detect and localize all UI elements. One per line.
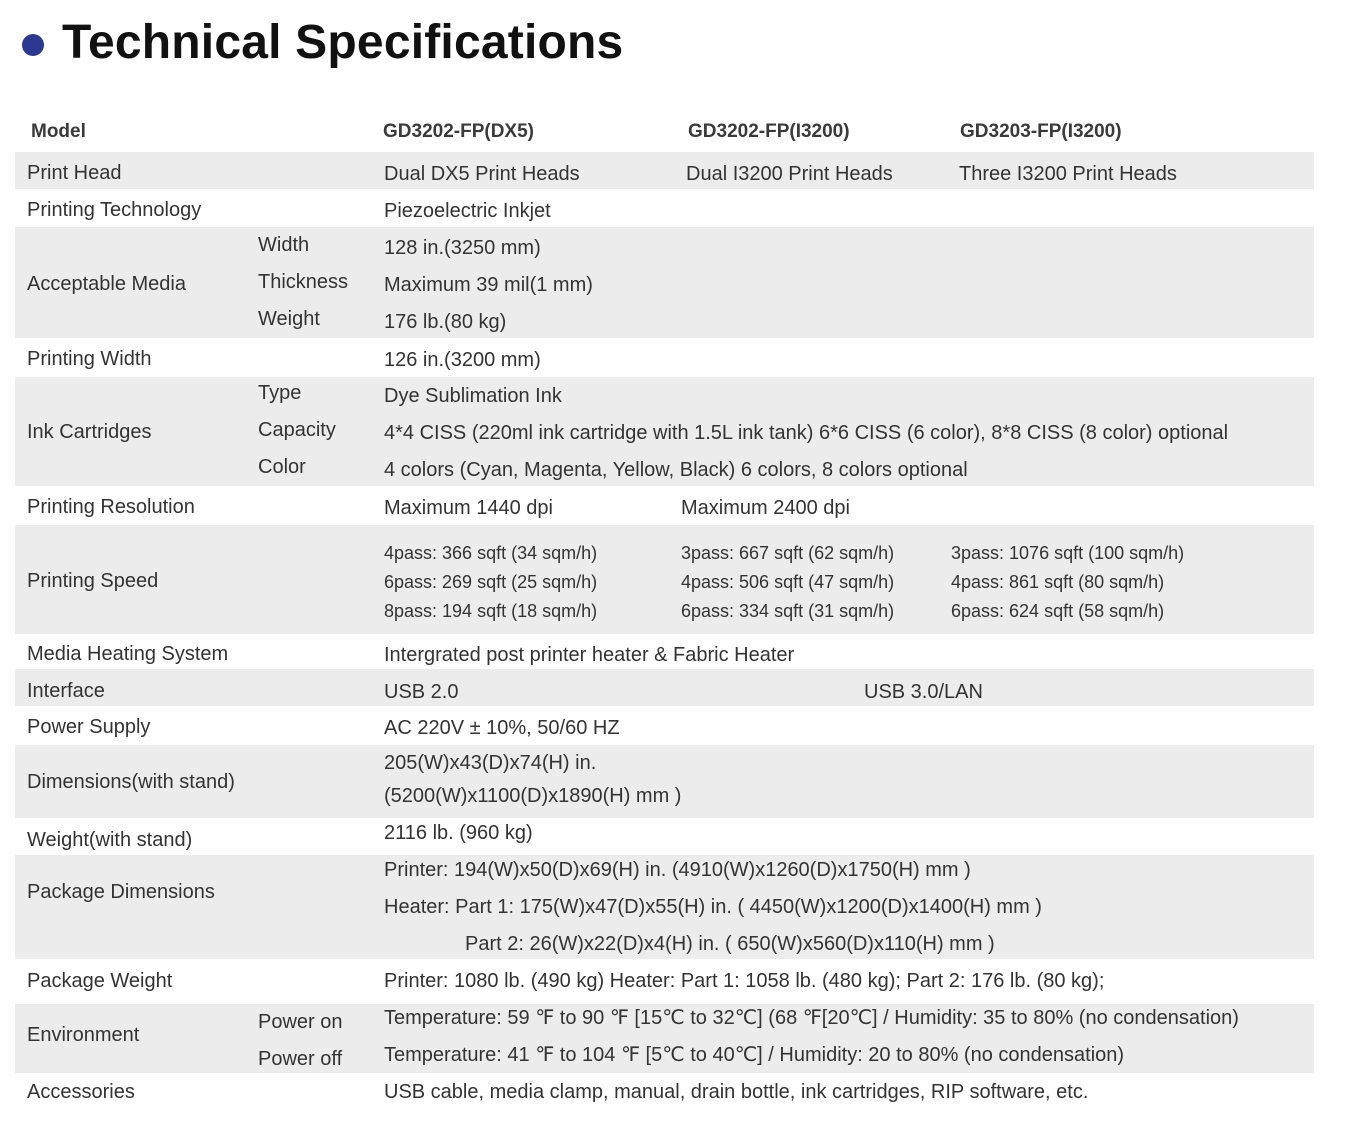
row-media-heating xyxy=(15,635,1314,668)
row-package-weight xyxy=(15,960,1314,1003)
speed-c1-3: 8pass: 194 sqft (18 sqm/h) xyxy=(384,601,598,621)
speed-c3-3: 6pass: 624 sqft (58 sqm/h) xyxy=(951,601,1165,621)
value-line3: Part 2: 26(W)x22(D)x4(H) in. ( 650(W)x560(D)x110(H) mm ) xyxy=(465,933,995,955)
label: Ink Cartridges xyxy=(27,421,152,443)
value-col3: Three I3200 Print Heads xyxy=(959,163,1177,185)
header-col1: GD3202-FP(DX5) xyxy=(383,121,534,142)
value-capacity: 4*4 CISS (220ml ink cartridge with 1.5L ink tank) 6*6 CISS (6 color), 8*8 CISS (8 color) optional xyxy=(384,422,1229,444)
value-line2: Heater: Part 1: 175(W)x47(D)x55(H) in. ( 4450(W)x1200(D)x1400(H) mm ) xyxy=(384,896,1042,918)
speed-c2-3: 6pass: 334 sqft (31 sqm/h) xyxy=(681,601,895,621)
value: 126 in.(3200 mm) xyxy=(384,349,541,371)
label: Weight(with stand) xyxy=(27,829,193,851)
speed-c1-2: 6pass: 269 sqft (25 sqm/h) xyxy=(384,572,598,592)
value: 2116 lb. (960 kg) xyxy=(384,822,533,844)
value-col2: Dual I3200 Print Heads xyxy=(686,163,893,185)
speed-c2-1: 3pass: 667 sqft (62 sqm/h) xyxy=(681,543,895,563)
row-dimensions xyxy=(15,745,1314,818)
title-block xyxy=(22,14,623,70)
value: Printer: 1080 lb. (490 kg) Heater: Part 1: 1058 lb. (480 kg); Part 2: 176 lb. (80 kg); xyxy=(384,970,1105,992)
value-weight: 176 lb.(80 kg) xyxy=(384,311,507,333)
row-print-head xyxy=(15,152,1314,189)
header-model: Model xyxy=(31,121,86,142)
speed-c3-2: 4pass: 861 sqft (80 sqm/h) xyxy=(951,572,1165,592)
header-col2: GD3202-FP(I3200) xyxy=(688,121,850,142)
row-weight xyxy=(15,819,1314,854)
label: Power Supply xyxy=(27,716,151,738)
value-power-on: Temperature: 59 ℉ to 90 ℉ [15℃ to 32℃] (68 ℉[20℃] / Humidity: 35 to 80% (no condensation) xyxy=(384,1007,1239,1029)
label: Printing Resolution xyxy=(27,496,195,518)
value-power-off: Temperature: 41 ℉ to 104 ℉ [5℃ to 40℃] / Humidity: 20 to 80% (no condensation) xyxy=(384,1044,1125,1066)
sub-label-thickness: Thickness xyxy=(258,271,349,293)
row-printing-width xyxy=(15,339,1314,376)
value-thickness: Maximum 39 mil(1 mm) xyxy=(384,274,593,296)
value-line2: (5200(W)x1100(D)x1890(H) mm ) xyxy=(384,785,682,807)
value-col2: Maximum 2400 dpi xyxy=(681,497,850,519)
row-power-supply xyxy=(15,707,1314,744)
label: Print Head xyxy=(27,162,122,184)
value-width: 128 in.(3250 mm) xyxy=(384,237,541,259)
label: Printing Speed xyxy=(27,570,159,592)
row-interface xyxy=(15,669,1314,706)
label: Media Heating System xyxy=(27,643,229,665)
row-printing-speed xyxy=(15,525,1314,634)
speed-c2-2: 4pass: 506 sqft (47 sqm/h) xyxy=(681,572,895,592)
row-printing-technology xyxy=(15,190,1314,226)
sub-label-power-on: Power on xyxy=(258,1011,343,1033)
label: Printing Width xyxy=(27,348,152,370)
label: Package Dimensions xyxy=(27,881,215,903)
label: Printing Technology xyxy=(27,199,202,221)
sub-label-power-off: Power off xyxy=(258,1048,343,1070)
sub-label-capacity: Capacity xyxy=(258,419,336,441)
sub-label-color: Color xyxy=(258,456,306,478)
label: Dimensions(with stand) xyxy=(27,771,235,793)
row-ink-cartridges xyxy=(15,377,1314,486)
sub-label-type: Type xyxy=(258,382,302,404)
sub-label-width: Width xyxy=(258,234,310,256)
value-line1: Printer: 194(W)x50(D)x69(H) in. (4910(W)x1260(D)x1750(H) mm ) xyxy=(384,859,971,881)
speed-c1-1: 4pass: 366 sqft (34 sqm/h) xyxy=(384,543,598,563)
label: Environment xyxy=(27,1024,140,1046)
row-package-dimensions xyxy=(15,855,1314,959)
row-accessories xyxy=(15,1074,1314,1110)
page-title: Technical Specifications xyxy=(62,15,624,69)
value: Piezoelectric Inkjet xyxy=(384,200,551,222)
value-col2: USB 3.0/LAN xyxy=(864,681,983,703)
label: Package Weight xyxy=(27,970,173,992)
row-printing-resolution xyxy=(15,487,1314,524)
sub-label-weight: Weight xyxy=(258,308,320,330)
value: USB cable, media clamp, manual, drain bottle, ink cartridges, RIP software, etc. xyxy=(384,1081,1089,1103)
value-type: Dye Sublimation Ink xyxy=(384,385,562,407)
row-acceptable-media xyxy=(15,227,1314,338)
value-col1: Dual DX5 Print Heads xyxy=(384,163,580,185)
value: Intergrated post printer heater & Fabric Heater xyxy=(384,644,795,666)
speed-c3-1: 3pass: 1076 sqft (100 sqm/h) xyxy=(951,543,1185,563)
table-header xyxy=(15,112,1314,150)
label: Accessories xyxy=(27,1081,135,1103)
value-line1: 205(W)x43(D)x74(H) in. xyxy=(384,752,597,774)
label: Acceptable Media xyxy=(27,273,186,295)
value-col1: Maximum 1440 dpi xyxy=(384,497,553,519)
value-color: 4 colors (Cyan, Magenta, Yellow, Black) 6 colors, 8 colors optional xyxy=(384,459,968,481)
row-environment xyxy=(15,1004,1314,1073)
value-col1: USB 2.0 xyxy=(384,681,459,703)
header-col3: GD3203-FP(I3200) xyxy=(960,121,1122,142)
value: AC 220V ± 10%, 50/60 HZ xyxy=(384,717,620,739)
label: Interface xyxy=(27,680,105,702)
bullet-icon xyxy=(22,34,44,56)
